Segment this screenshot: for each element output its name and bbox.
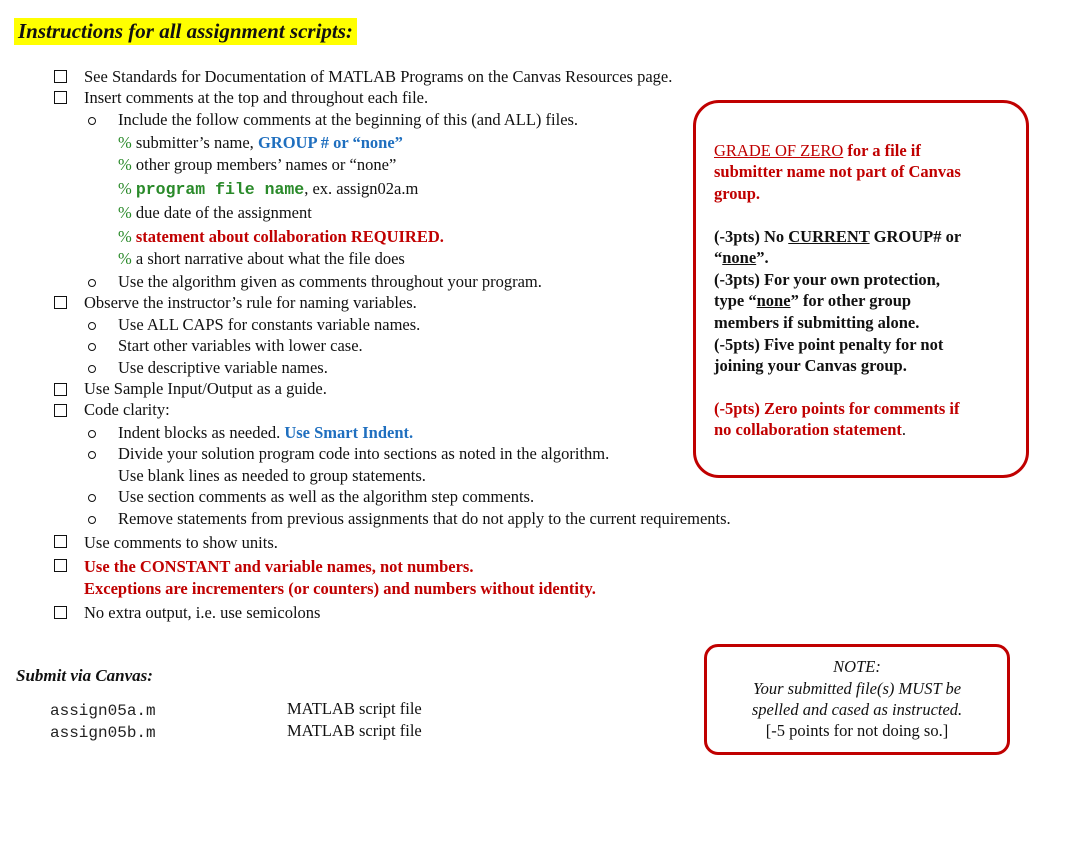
checkbox-standards[interactable]	[54, 70, 67, 83]
penalty-collaboration: (-5pts) Zero points for comments if	[714, 399, 960, 418]
checkbox-sample[interactable]	[54, 383, 67, 396]
checkbox-insert-comments[interactable]	[54, 91, 67, 104]
submit-heading: Submit via Canvas:	[16, 666, 153, 685]
comment-due-date: % due date of the assignment	[118, 203, 312, 222]
file-desc: MATLAB script file	[287, 699, 422, 718]
note-title: NOTE:	[833, 657, 881, 676]
checkbox-clarity[interactable]	[54, 404, 67, 417]
grade-zero-line2: submitter name not part of Canvas	[714, 162, 961, 181]
item-lower: Start other variables with lower case.	[118, 336, 363, 355]
checkbox-no-extra[interactable]	[54, 606, 67, 619]
comment-submitter: % submitter’s name, GROUP # or “none”	[118, 133, 403, 152]
bullet-circle	[88, 365, 96, 373]
item-units: Use comments to show units.	[84, 533, 278, 552]
page-heading: Instructions for all assignment scripts:	[14, 18, 357, 45]
checkbox-observe[interactable]	[54, 296, 67, 309]
note-line: spelled and cased as instructed.	[751, 700, 963, 719]
file-name: assign05b.m	[50, 724, 156, 742]
penalty-protection-cont: type “none” for other group	[714, 291, 912, 310]
bullet-circle	[88, 322, 96, 330]
checkbox-units[interactable]	[54, 535, 67, 548]
bullet-circle	[88, 279, 96, 287]
item-insert-comments: Insert comments at the top and throughout each file.	[84, 88, 429, 107]
item-divide: Divide your solution program code into sections as noted in the algorithm.	[118, 444, 610, 463]
bullet-circle	[88, 343, 96, 351]
item-no-extra: No extra output, i.e. use semicolons	[84, 603, 321, 622]
note-box	[704, 644, 1010, 755]
item-standards: See Standards for Documentation of MATLAB Programs on the Canvas Resources page.	[84, 67, 673, 86]
bullet-circle	[88, 117, 96, 125]
item-include-follow: Include the follow comments at the beginning of this (and ALL) files.	[118, 110, 579, 129]
penalty-collaboration-cont: no collaboration statement.	[714, 420, 907, 439]
bullet-circle	[88, 494, 96, 502]
penalty-protection: (-3pts) For your own protection,	[714, 270, 940, 289]
penalty-joining: (-5pts) Five point penalty for not	[714, 335, 944, 354]
file-name: assign05a.m	[50, 702, 156, 720]
bullet-circle	[88, 516, 96, 524]
note-line: Your submitted file(s) MUST be	[752, 679, 962, 698]
item-section: Use section comments as well as the algorithm step comments.	[118, 487, 535, 506]
bullet-circle	[88, 430, 96, 438]
penalty-group: (-3pts) No CURRENT GROUP# or	[714, 227, 962, 246]
comment-group-members: % other group members’ names or “none”	[118, 155, 397, 174]
item-remove: Remove statements from previous assignments that do not apply to the current requirements.	[118, 509, 731, 528]
file-desc: MATLAB script file	[287, 721, 422, 740]
item-observe: Observe the instructor’s rule for naming variables.	[84, 293, 417, 312]
bullet-circle	[88, 451, 96, 459]
grade-zero-line3: group.	[714, 184, 761, 203]
item-sample: Use Sample Input/Output as a guide.	[84, 379, 327, 398]
checkbox-constant[interactable]	[54, 559, 67, 572]
grade-zero-line: GRADE OF ZERO for a file if	[714, 141, 921, 160]
item-caps: Use ALL CAPS for constants variable names.	[118, 315, 421, 334]
item-exceptions: Exceptions are incrementers (or counters) and numbers without identity.	[84, 579, 596, 598]
penalty-group-cont: “none”.	[714, 248, 769, 267]
item-blank: Use blank lines as needed to group statements.	[118, 466, 426, 485]
item-descriptive: Use descriptive variable names.	[118, 358, 328, 377]
penalty-protection-cont2: members if submitting alone.	[714, 313, 920, 332]
item-constant: Use the CONSTANT and variable names, not numbers.	[84, 557, 474, 576]
grade-warning-box	[693, 100, 1029, 478]
item-indent: Indent blocks as needed. Use Smart Indent.	[118, 423, 414, 442]
comment-collaboration: % statement about collaboration REQUIRED.	[118, 227, 444, 246]
item-algorithm: Use the algorithm given as comments throughout your program.	[118, 272, 542, 291]
comment-program-file: % program file name, ex. assign02a.m	[118, 179, 419, 199]
comment-narrative: % a short narrative about what the file does	[118, 249, 405, 268]
penalty-joining-cont: joining your Canvas group.	[714, 356, 907, 375]
item-clarity: Code clarity:	[84, 400, 170, 419]
note-line: [-5 points for not doing so.]	[765, 721, 949, 740]
